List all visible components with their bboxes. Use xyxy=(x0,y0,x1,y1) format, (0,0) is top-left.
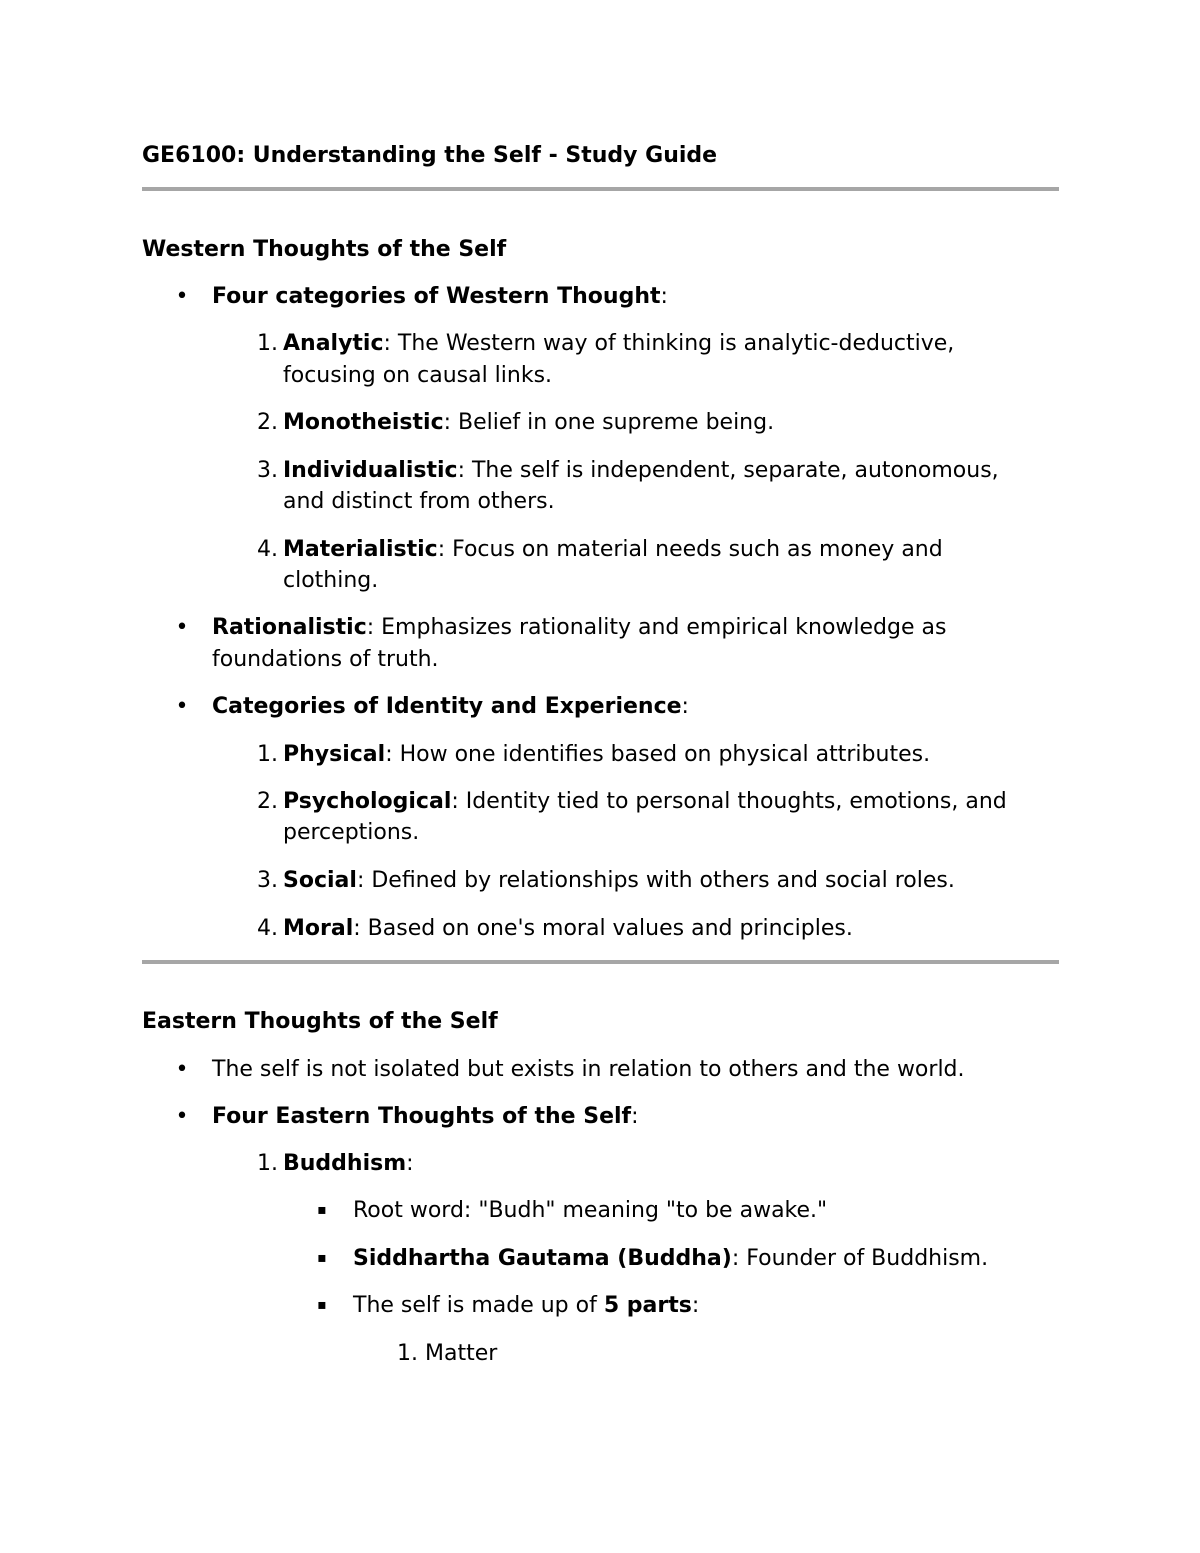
square-bullet-glyph: ▪ xyxy=(317,1202,327,1218)
horizontal-rule xyxy=(142,187,1059,191)
western-heading: Western Thoughts of the Self xyxy=(142,237,507,262)
bullet-glyph: • xyxy=(175,284,189,309)
document-title: GE6100: Understanding the Self - Study Guide xyxy=(142,143,718,168)
bullet-glyph: • xyxy=(175,615,189,640)
horizontal-rule xyxy=(142,960,1059,964)
bullet-glyph: • xyxy=(175,1057,189,1082)
bullet-glyph: • xyxy=(175,694,189,719)
eastern-heading: Eastern Thoughts of the Self xyxy=(142,1009,498,1034)
square-bullet-glyph: ▪ xyxy=(317,1297,327,1313)
bullet-glyph: • xyxy=(175,1104,189,1129)
square-bullet-glyph: ▪ xyxy=(317,1250,327,1266)
